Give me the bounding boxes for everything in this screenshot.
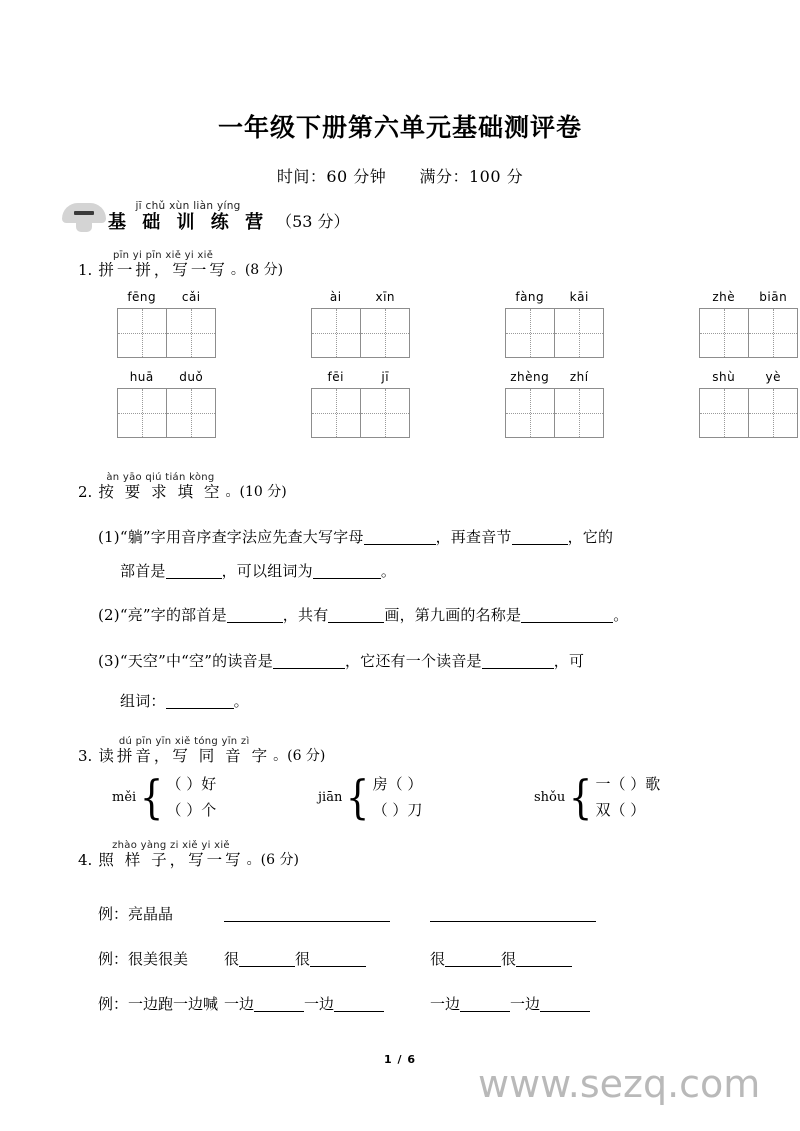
- homophone-blank-row[interactable]: （ ）个: [166, 801, 217, 819]
- question-4-header: [78, 840, 299, 870]
- section-label: 基 础 训 练 营: [108, 212, 269, 233]
- example-row-1: [98, 903, 636, 924]
- example-answer-slot[interactable]: [224, 905, 430, 923]
- example-row-3: [98, 993, 636, 1014]
- pinyin-grid-row-2: [0, 370, 800, 438]
- answer-blank[interactable]: [273, 668, 345, 669]
- pinyin-grid-item: [311, 290, 410, 358]
- section-header: [62, 200, 350, 233]
- q2-3-text-e: 。: [233, 692, 249, 710]
- q2-2-text-d: 。: [613, 606, 629, 624]
- example-answer-slot[interactable]: [430, 905, 636, 923]
- group-pinyin: měi: [112, 789, 137, 805]
- pinyin-syllable: fēi: [327, 370, 344, 384]
- q2-3-text-a: (3)“天空”中“空”的读音是: [98, 652, 273, 670]
- brace-icon: {: [569, 770, 593, 824]
- q2-3-text-c: ，可: [553, 652, 585, 670]
- pinyin-syllable: zhè: [712, 290, 736, 304]
- watermark: www.sezq.com: [478, 1062, 761, 1106]
- answer-blank[interactable]: [460, 1011, 510, 1012]
- pinyin-syllable: biān: [759, 290, 788, 304]
- pinyin-grid-item: [117, 370, 216, 438]
- answer-blank[interactable]: [328, 622, 384, 623]
- homophone-blank-row[interactable]: （ ）刀: [372, 801, 423, 819]
- brace-icon: {: [140, 770, 164, 824]
- example-label: 例：一边跑一边喊: [98, 995, 219, 1013]
- tianzige-box[interactable]: [699, 388, 798, 438]
- question-3-number: 3.: [78, 747, 93, 765]
- pinyin-syllable: zhí: [569, 370, 589, 384]
- pinyin-syllable: duǒ: [179, 370, 204, 384]
- group-pinyin: jiān: [318, 789, 343, 805]
- pinyin-syllable: fēng: [127, 290, 157, 304]
- question-3-score: 。(6 分): [273, 748, 326, 764]
- q2-2-text-c: 画，第九画的名称是: [384, 606, 522, 624]
- answer-blank[interactable]: [482, 668, 554, 669]
- question-4-pinyin: zhào yàng zi xiě yi xiě: [112, 840, 230, 851]
- question-4-number: 4.: [78, 851, 93, 869]
- answer-blank[interactable]: [313, 578, 381, 579]
- tianzige-box[interactable]: [311, 388, 410, 438]
- pinyin-syllable: jī: [381, 370, 390, 384]
- q2-1-text-e: ，可以组词为: [221, 562, 313, 580]
- question-3-header: [78, 736, 325, 766]
- pinyin-syllable: fàng: [515, 290, 545, 304]
- question-2-item-3-line-2: [120, 690, 249, 711]
- question-3-label: 读拼音，写 同 音 字: [98, 747, 271, 765]
- section-score: （53 分）: [276, 212, 350, 231]
- answer-blank[interactable]: [512, 544, 568, 545]
- answer-blank[interactable]: [334, 1011, 384, 1012]
- slot-prefix: 一边: [304, 995, 335, 1013]
- slot-prefix: 很: [224, 950, 240, 968]
- example-row-2: [98, 948, 636, 969]
- pinyin-grid-item: [311, 370, 410, 438]
- answer-blank[interactable]: [521, 622, 613, 623]
- example-label: 例：亮晶晶: [98, 905, 174, 923]
- pinyin-syllable: kāi: [569, 290, 589, 304]
- answer-blank[interactable]: [445, 966, 501, 967]
- exam-meta: [0, 164, 800, 187]
- section-pinyin: jī chǔ xùn liàn yíng: [135, 200, 241, 212]
- answer-blank[interactable]: [254, 1011, 304, 1012]
- pinyin-grid-item: [699, 290, 798, 358]
- example-answer-slot[interactable]: [224, 993, 430, 1014]
- answer-blank[interactable]: [364, 544, 436, 545]
- pinyin-syllable: shù: [712, 370, 736, 384]
- question-1-label: 拼一拼，写一写: [98, 261, 228, 279]
- group-pinyin: shǒu: [534, 789, 566, 805]
- tianzige-box[interactable]: [117, 388, 216, 438]
- section-title: [108, 200, 268, 233]
- homophone-group-jian: [318, 771, 422, 823]
- q2-3-text-d: 组词：: [120, 692, 166, 710]
- q2-2-text-a: (2)“亮”字的部首是: [98, 606, 227, 624]
- q2-1-text-c: ，它的: [567, 528, 614, 546]
- homophone-blank-row[interactable]: 房（ ）: [372, 775, 423, 793]
- example-label: 例：很美很美: [98, 950, 189, 968]
- pinyin-syllable: huā: [129, 370, 154, 384]
- q2-2-text-b: ，共有: [282, 606, 329, 624]
- question-4-score: 。(6 分): [246, 852, 299, 868]
- exam-time: 时间：60 分钟: [276, 167, 387, 186]
- tianzige-box[interactable]: [505, 308, 604, 358]
- pinyin-syllable: ài: [329, 290, 342, 304]
- question-2-item-2-line-1: [98, 604, 628, 625]
- homophone-group-mei: [112, 771, 216, 823]
- pinyin-syllable: yè: [765, 370, 781, 384]
- pinyin-grid-item: [505, 370, 604, 438]
- example-answer-slot[interactable]: [430, 993, 636, 1014]
- example-answer-slot[interactable]: [430, 948, 636, 969]
- question-1-header: [78, 250, 283, 280]
- brace-icon: {: [346, 770, 370, 824]
- example-answer-slot[interactable]: [224, 948, 430, 969]
- answer-blank[interactable]: [227, 622, 283, 623]
- page-number: 1 / 6: [384, 1053, 416, 1066]
- section-badge-icon: [62, 203, 106, 233]
- answer-blank[interactable]: [239, 966, 295, 967]
- pinyin-grid-item: [699, 370, 798, 438]
- slot-prefix: 一边: [510, 995, 541, 1013]
- pinyin-grid-item: [117, 290, 216, 358]
- question-4-label: 照 样 子，写一写: [98, 851, 244, 869]
- tianzige-box[interactable]: [311, 308, 410, 358]
- question-1-number: 1.: [78, 261, 93, 279]
- q2-1-text-a: (1)“躺”字用音序查字法应先查大写字母: [98, 528, 364, 546]
- q2-1-text-f: 。: [380, 562, 397, 580]
- question-2-item-1-line-1: [98, 526, 613, 547]
- exam-total-score: 满分：100 分: [419, 167, 524, 186]
- slot-prefix: 很: [501, 950, 517, 968]
- answer-blank[interactable]: [166, 578, 222, 579]
- slot-prefix: 一边: [430, 995, 461, 1013]
- q2-1-text-d: 部首是: [120, 562, 166, 580]
- question-2-pinyin: àn yāo qiú tián kòng: [106, 472, 215, 483]
- pinyin-syllable: cǎi: [181, 290, 201, 304]
- answer-blank[interactable]: [430, 921, 596, 922]
- q2-1-text-b: ，再查音节: [435, 528, 512, 546]
- tianzige-box[interactable]: [699, 308, 798, 358]
- question-2-score: 。(10 分): [225, 484, 287, 500]
- homophone-blank-row[interactable]: （ ）好: [166, 775, 217, 793]
- answer-blank[interactable]: [224, 921, 390, 922]
- tianzige-box[interactable]: [505, 388, 604, 438]
- pinyin-grid-row-1: [0, 290, 800, 358]
- question-1-pinyin: pīn yi pīn xiě yi xiě: [112, 250, 214, 261]
- homophone-blank-row[interactable]: 双（ ）: [595, 801, 646, 819]
- slot-prefix: 很: [430, 950, 446, 968]
- question-2-number: 2.: [78, 483, 93, 501]
- q2-3-text-b: ，它还有一个读音是: [344, 652, 482, 670]
- question-2-item-1-line-2: [120, 560, 396, 581]
- answer-blank[interactable]: [310, 966, 366, 967]
- homophone-group-shou: [534, 771, 660, 823]
- question-2-item-3-line-1: [98, 650, 584, 671]
- pinyin-syllable: zhèng: [510, 370, 550, 384]
- answer-blank[interactable]: [540, 1011, 590, 1012]
- question-2-header: [78, 472, 287, 502]
- pinyin-syllable: xīn: [375, 290, 396, 304]
- page-title: 一年级下册第六单元基础测评卷: [217, 113, 582, 142]
- question-3-pinyin: dú pīn yīn xiě tóng yīn zì: [118, 736, 250, 747]
- question-1-score: 。(8 分): [230, 262, 284, 278]
- slot-prefix: 很: [295, 950, 311, 968]
- slot-prefix: 一边: [224, 995, 255, 1013]
- tianzige-box[interactable]: [117, 308, 216, 358]
- answer-blank[interactable]: [516, 966, 572, 967]
- question-2-label: 按 要 求 填 空: [98, 483, 223, 501]
- answer-blank[interactable]: [166, 708, 234, 709]
- pinyin-grid-item: [505, 290, 604, 358]
- homophone-blank-row[interactable]: 一（ ）歌: [595, 775, 661, 793]
